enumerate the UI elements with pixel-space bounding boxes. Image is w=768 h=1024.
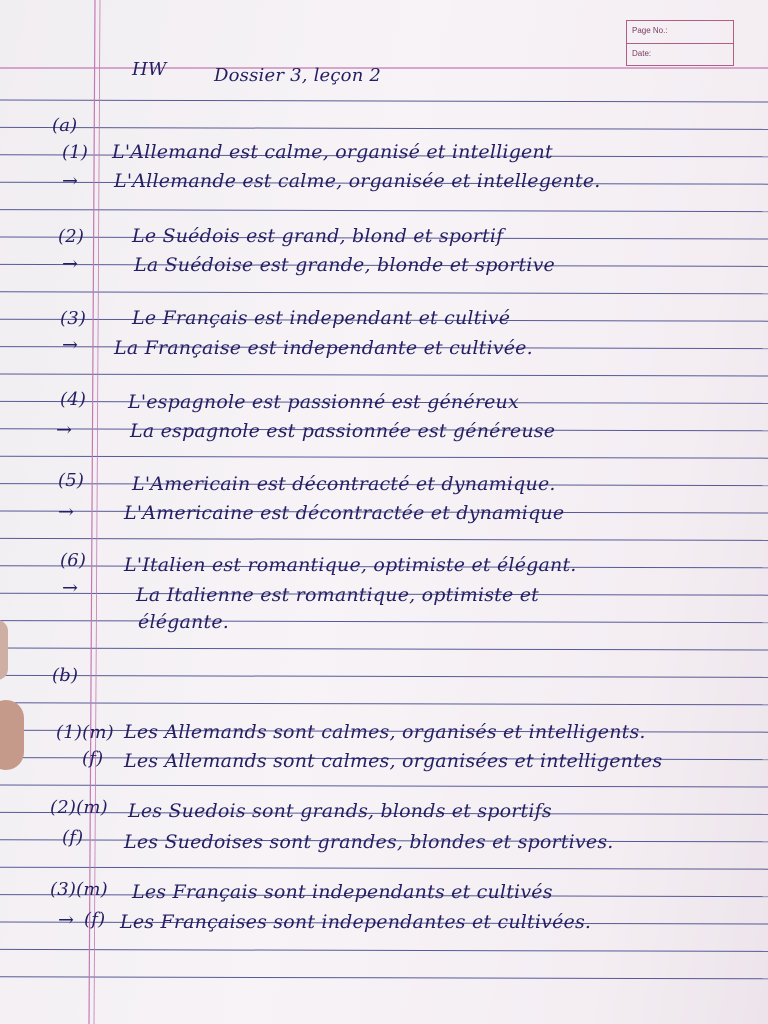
feminine-tag: (f): [62, 827, 84, 848]
page-info-box: [626, 20, 734, 66]
item-number: (3): [60, 308, 87, 329]
homework-label: HW: [132, 59, 167, 80]
masculine-sentence: Le Suédois est grand, blond et sportif: [132, 225, 504, 247]
masculine-plural-sentence: Les Suedois sont grands, blonds et sportifs: [128, 800, 552, 822]
ruled-line: [0, 127, 768, 129]
ruled-line: [0, 949, 768, 951]
feminine-tag: (f): [84, 909, 106, 930]
feminine-sentence: L'Americaine est décontractée et dynamique: [124, 502, 565, 524]
ruled-line: [0, 867, 768, 869]
masculine-plural-sentence: Les Français sont independants et cultivés: [132, 881, 553, 903]
arrow-icon: →: [58, 501, 75, 523]
masculine-sentence: L'Allemand est calme, organisé et intelligent: [112, 141, 553, 163]
arrow-icon: →: [62, 170, 79, 192]
item-number: (1): [62, 142, 89, 163]
ruled-line: [0, 977, 768, 979]
section-a-label: (a): [52, 115, 78, 136]
item-number: (1)(m): [56, 722, 114, 743]
section-b-label: (b): [52, 665, 79, 686]
item-number: (3)(m): [50, 879, 108, 900]
ruled-line: [0, 675, 768, 677]
ruled-line: [0, 210, 768, 212]
page-no-label: Page No.:: [627, 21, 733, 44]
ruled-line: [0, 100, 768, 102]
ruled-line: [0, 648, 768, 650]
feminine-plural-sentence: Les Allemands sont calmes, organisées et intelligentes: [124, 750, 663, 772]
margin-line: [94, 0, 100, 1024]
ruled-line: [0, 785, 768, 787]
masculine-plural-sentence: Les Allemands sont calmes, organisés et intelligents.: [124, 721, 646, 743]
masculine-sentence: L'espagnole est passionné est généreux: [128, 391, 519, 413]
masculine-sentence: Le Français est independant et cultivé: [132, 307, 511, 329]
margin-line: [89, 0, 95, 1024]
feminine-sentence: L'Allemande est calme, organisée et intellegente.: [114, 170, 601, 192]
ruled-line: [0, 621, 768, 623]
item-number: (5): [58, 470, 85, 491]
date-label: Date:: [632, 49, 652, 58]
ruled-line: [0, 456, 768, 458]
ruled-line: [0, 538, 768, 540]
feminine-plural-sentence: Les Françaises sont independantes et cultivées.: [120, 911, 592, 933]
ruled-line: [0, 703, 768, 705]
arrow-icon: →: [62, 577, 79, 599]
ruled-line: [0, 374, 768, 376]
item-number: (2): [58, 226, 85, 247]
feminine-sentence-continued: élégante.: [138, 611, 230, 633]
ruled-line: [0, 292, 768, 294]
feminine-sentence: La Française est independante et cultivée.: [114, 337, 533, 359]
finger-shadow: [0, 620, 8, 680]
feminine-sentence: La Italienne est romantique, optimiste et: [136, 584, 539, 606]
arrow-icon: →: [56, 419, 73, 441]
item-number: (6): [60, 550, 87, 571]
feminine-tag: (f): [82, 748, 104, 769]
arrow-icon: →: [62, 253, 79, 275]
arrow-icon: →: [58, 909, 75, 931]
feminine-sentence: La espagnole est passionnée est généreuse: [130, 420, 556, 442]
masculine-sentence: L'Americain est décontracté et dynamique.: [132, 473, 556, 495]
item-number: (4): [60, 389, 87, 410]
feminine-sentence: La Suédoise est grande, blonde et sportive: [134, 254, 555, 276]
feminine-plural-sentence: Les Suedoises sont grandes, blondes et sportives.: [124, 831, 614, 853]
arrow-icon: →: [62, 334, 79, 356]
thumb: [0, 700, 24, 770]
item-number: (2)(m): [50, 797, 108, 818]
masculine-sentence: L'Italien est romantique, optimiste et élégant.: [124, 554, 577, 576]
page-title: Dossier 3, leçon 2: [214, 65, 382, 86]
